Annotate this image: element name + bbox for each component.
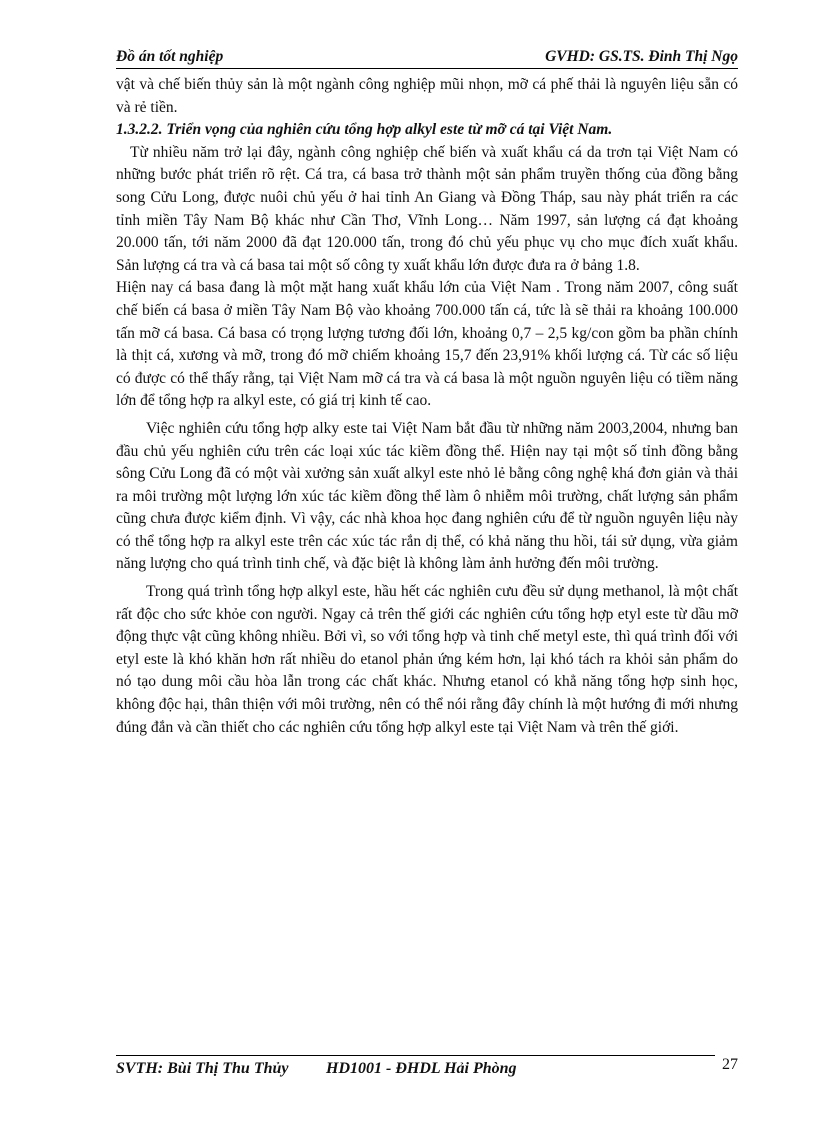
paragraph-continuation: vật và chế biến thủy sản là một ngành công nghiệp mũi nhọn, mỡ cá phế thải là nguyên liệu sẵn có và rẻ tiền. [116, 76, 738, 116]
footer-school-code: HD1001 - ĐHDL Hải Phòng [326, 1060, 517, 1077]
paragraph-catfish-industry: Từ nhiều năm trở lại đây, ngành công nghiệp chế biến và xuất khẩu cá da trơn tại Việt Nam có những bước phát triển rõ rệt. Cá tra, cá basa trở thành một sản phẩm truyền thống của đồng bằng song Cửu Long, được nuôi chủ yếu ở hai tỉnh An Giang và Đồng Tháp, sau này phát triển ra các tỉnh miền Tây Nam Bộ khác như Cần Thơ, Vĩnh Long… Năm 1997, sản lượng cá đạt khoảng 20.000 tấn, tới năm 2000 đã đạt 120.000 tấn, trong đó chủ yếu phục vụ cho mục đích xuất khẩu. Sản lượng cá tra và cá basa tai một số công ty xuất khẩu lớn được đưa ra ở bảng 1.8. [116, 143, 738, 274]
header-advisor: GVHD: GS.TS. Đinh Thị Ngọ [545, 48, 738, 65]
document-body [116, 74, 738, 739]
page-footer [116, 1056, 738, 1080]
paragraph-basa-export: Hiện nay cá basa đang là một mặt hang xuất khẩu lớn của Việt Nam . Trong năm 2007, công suất chế biến cá basa ở miền Tây Nam Bộ vào khoảng 700.000 tấn cá, tức là sẽ thải ra khoảng 100.000 tấn mỡ cá basa. Cá basa có trọng lượng tương đối lớn, khoảng 0,7 – 2,5 kg/con gồm ba phần chính là thịt cá, xương và mỡ, trong đó mỡ chiếm khoảng 15,7 đến 23,91% khối lượng cá. Từ các số liệu có được có thể thấy rằng, tại Việt Nam mỡ cá tra và cá basa là một nguồn nguyên liệu có tiềm năng lớn để tổng hợp ra alkyl este, có giá trị kinh tế cao. [116, 279, 738, 410]
footer-student: SVTH: Bùi Thị Thu Thủy [116, 1060, 289, 1077]
page-header [116, 46, 738, 69]
section-heading: 1.3.2.2. Triển vọng của nghiên cứu tổng hợp alkyl este từ mỡ cá tại Việt Nam. [116, 121, 613, 139]
header-title: Đồ án tốt nghiệp [116, 48, 224, 65]
paragraph-ethanol-synthesis: Trong quá trình tổng hợp alkyl este, hầu hết các nghiên cưu đều sử dụng methanol, là một chất rất độc cho sức khỏe con người. Ngay cả trên thế giới các nghiên cứu tổng hợp etyl este từ dầu mỡ động thực vật cũng không nhiều. Bởi vì, so với tổng hợp và tinh chế metyl este, thì quá trình đối với etyl este là khó khăn hơn rất nhiều do etanol phản ứng kém hơn, lại khó tách ra khỏi sản phẩm do nó tạo dung môi cầu hòa lẫn trong các chất khác. Nhưng etanol có khẳ năng tổng hợp sinh học, không độc hại, thân thiện với môi trường, nên có thể nói rằng đây chính là một hướng đi mới nhưng đúng đắn và cần thiết cho các nghiên cứu tổng hợp alkyl este tại Việt Nam và trên thế giới. [116, 583, 738, 736]
paragraph-research-history: Việc nghiên cứu tổng hợp alky este tai Việt Nam bắt đầu từ những năm 2003,2004, nhưng ban đầu chủ yếu nghiên cứu trên các loại xúc tác kiềm đồng thể. Hiện nay tại một số tỉnh đồng bằng sông Cửu Long đã có một vài xưởng sản xuất alkyl este nhỏ lẻ bằng công nghệ khá đơn giản và thải ra môi trường một lượng lớn xúc tác kiềm đồng thể làm ô nhiễm môi trường, chất lượng sản phẩm cũng chưa được kiểm định. Vì vậy, các nhà khoa học đang nghiên cứu để từ nguồn nguyên liệu này có thể tổng hợp ra alkyl este trên các xúc tác rắn dị thể, có khả năng thu hồi, tái sử dụng, vừa giảm năng lượng cho quá trình tinh chế, và đặc biệt là không làm ảnh hưởng đến môi trường. [116, 419, 738, 573]
page-number: 27 [722, 1056, 738, 1073]
